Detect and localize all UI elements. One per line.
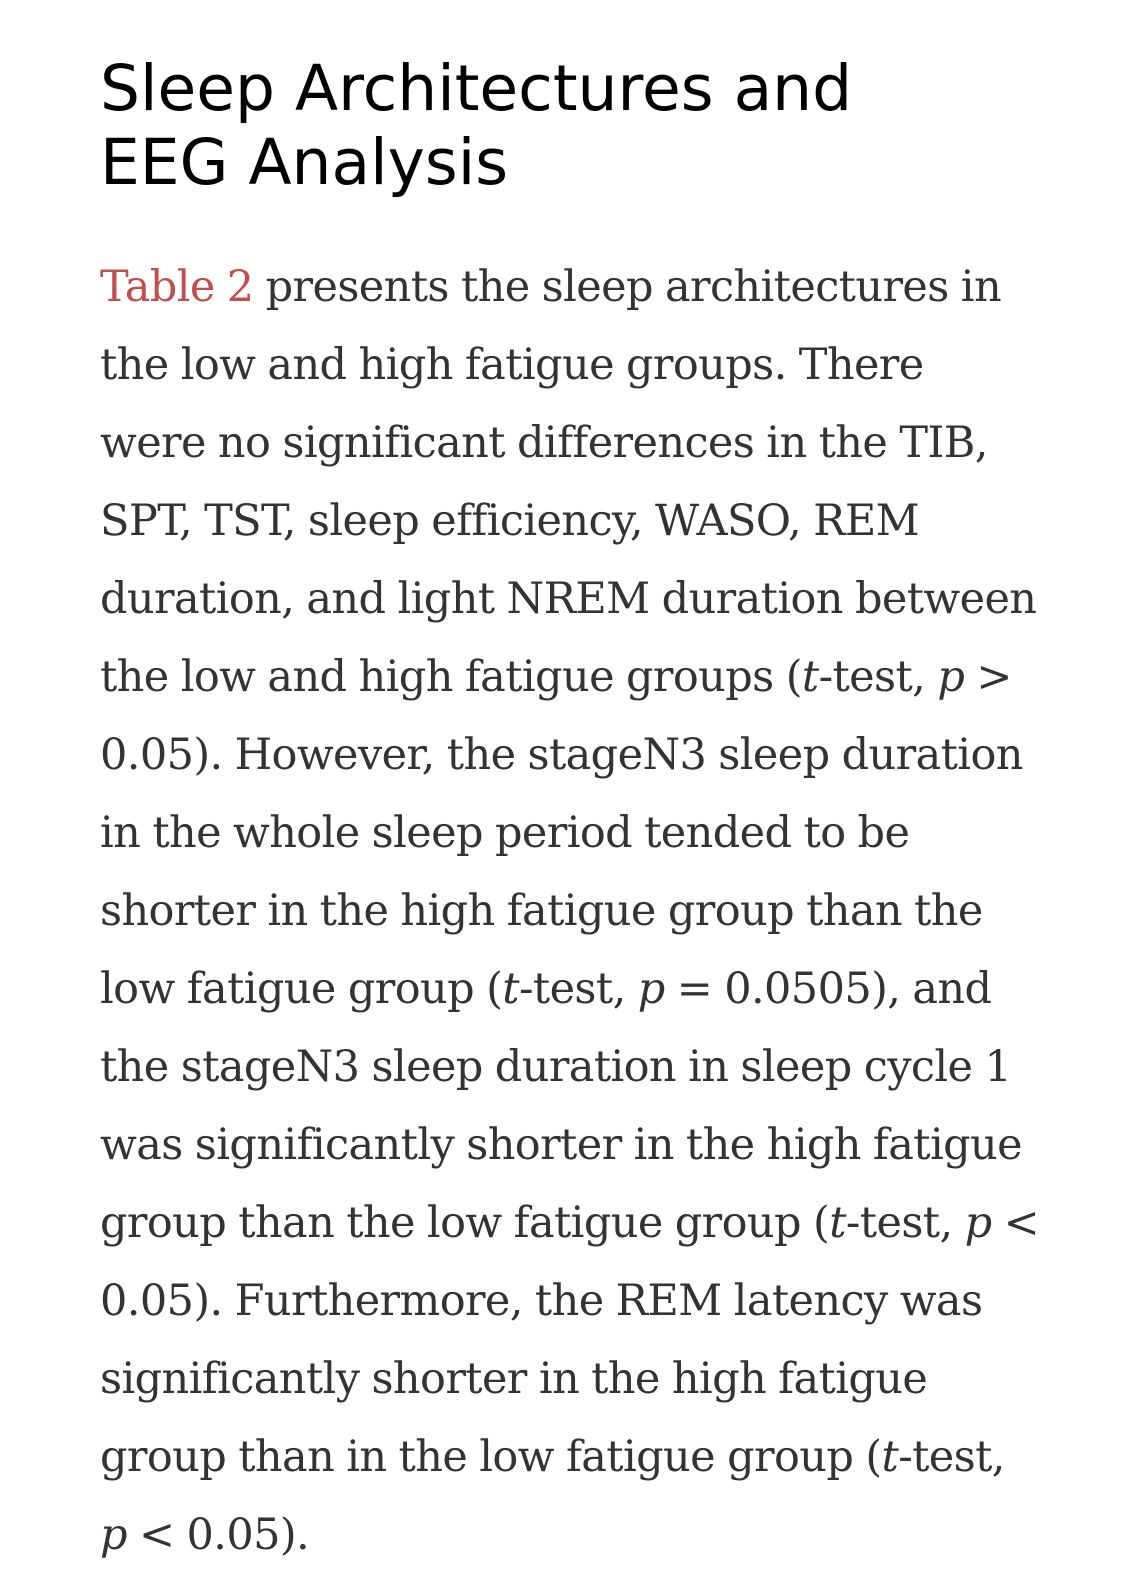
paragraph-text: -test, xyxy=(845,1198,965,1248)
article-section xyxy=(100,52,1040,1574)
p-value-symbol: p xyxy=(937,652,965,702)
paragraph-text: < 0.05). xyxy=(126,1510,310,1560)
table-2-link[interactable]: Table 2 xyxy=(100,262,254,312)
paragraph-text: presents the sleep architectures in the low and high fatigue groups. There were no significant differences in the TIB, SPT, TST, sleep efficiency, WASO, REM duration, and light NREM duration between the low and high fatigue groups ( xyxy=(100,262,1037,702)
t-test-symbol: t xyxy=(881,1432,899,1482)
paragraph-text: > 0.05). However, the stageN3 sleep duration in the whole sleep period tended to be shorter in the high fatigue group than the low fatigue group ( xyxy=(100,652,1023,1014)
section-heading xyxy=(100,52,1040,200)
paragraph-text: -test, xyxy=(898,1432,1005,1482)
p-value-symbol: p xyxy=(637,964,665,1014)
section-paragraph xyxy=(100,248,1040,1574)
p-value-symbol: p xyxy=(964,1198,992,1248)
paragraph-text: = 0.0505), and the stageN3 sleep duration in sleep cycle 1 was significantly shorter in the high fatigue group than the low fatigue group ( xyxy=(100,964,1022,1248)
t-test-symbol: t xyxy=(801,652,819,702)
p-value-symbol: p xyxy=(100,1510,127,1560)
paragraph-text: -test, xyxy=(518,964,638,1014)
section-heading-line-1: Sleep Architectures and xyxy=(100,52,853,125)
paragraph-text: -test, xyxy=(818,652,938,702)
section-heading-line-2: EEG Analysis xyxy=(100,126,509,199)
t-test-symbol: t xyxy=(829,1198,846,1248)
paragraph-text: < 0.05). Furthermore, the REM latency was significantly shorter in the high fatigue group than in the low fatigue group ( xyxy=(100,1198,1040,1482)
t-test-symbol: t xyxy=(502,964,519,1014)
